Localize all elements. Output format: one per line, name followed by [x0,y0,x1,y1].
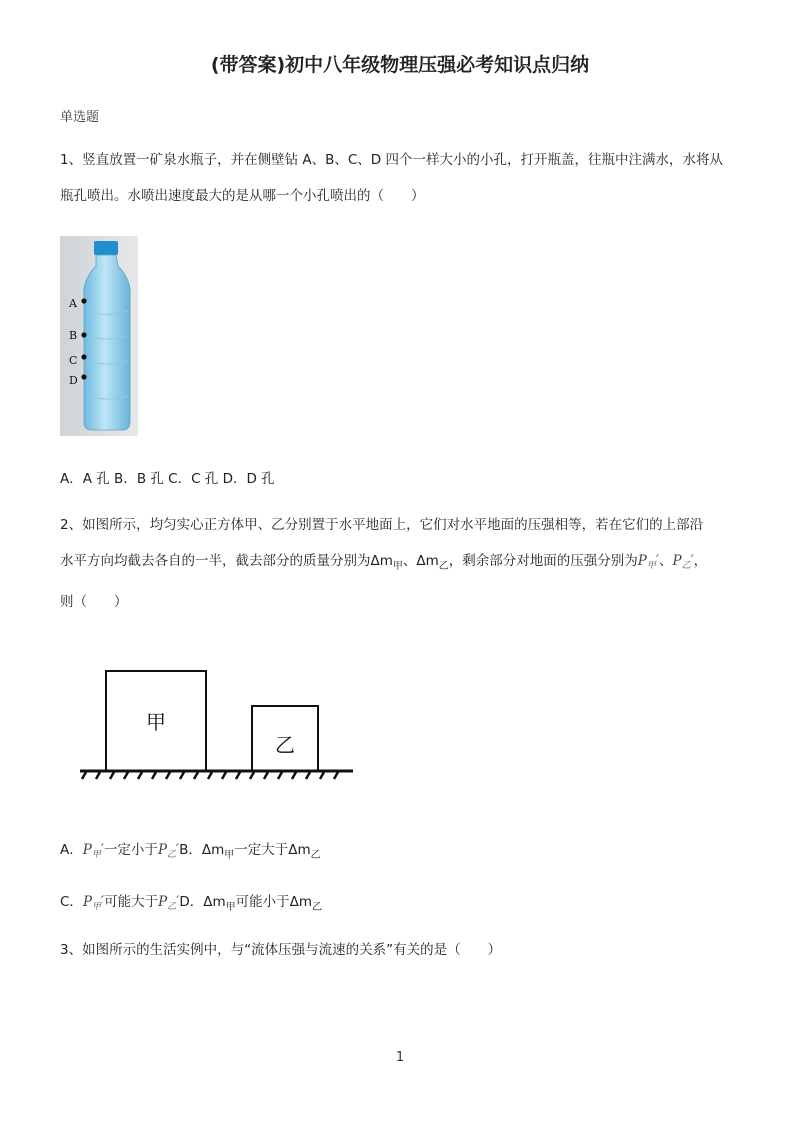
question-1-line-2: 瓶孔喷出。水喷出速度最大的是从哪一个小孔喷出的（ ） [60,188,425,204]
question-2-line-2: 水平方向均截去各自的一半，截去部分的质量分别为$\Delta m_甲$、$\Delta m_乙$，剩余部分对地面的压强分别为$P_甲'$、$P_乙'$， [60,553,708,572]
question-3-line-1: 3、如图所示的生活实例中，与“流体压强与流速的关系”有关的是（ ） [60,942,502,958]
hole-label-b: B [69,329,78,342]
ground-hatching [82,772,338,779]
cubes-figure [78,662,358,782]
delta-m-symbol: Δm [370,553,393,569]
hole-label-d: D [69,374,78,387]
page-number: 1 [395,1050,405,1065]
hole-b-dot [81,332,86,337]
hole-d-dot [81,374,86,379]
hole-c-dot [81,354,86,359]
delta-m-symbol: Δm [416,553,439,569]
hole-a-dot [81,298,86,303]
cube-yi-label: 乙 [275,733,295,757]
bottle-cap [94,241,118,255]
question-2-line-3: 则（ ） [60,594,128,610]
cube-jia-label: 甲 [146,710,166,734]
hole-label-c: C [69,354,78,367]
question-2-line-1: 2、如图所示，均匀实心正方体甲、乙分别置于水平地面上，它们对水平地面的压强相等，若在它们的上部沿 [60,517,704,533]
section-heading: 单选题 [60,110,100,125]
question-1-line-1: 1、竖直放置一矿泉水瓶子，并在侧壁钻 A、B、C、D 四个一样大小的小孔，打开瓶盖，往瓶中注满水，水将从 [60,152,723,168]
page-title: (带答案)初中八年级物理压强必考知识点归纳 [210,54,590,76]
question-2-options-ab: A．$P_甲'$一定小于$P_乙'B$．$\Delta m_甲$一定大于$\Delta m_乙$ [60,842,321,861]
question-2-options-cd: C．$P_甲'$可能大于$P_乙'D$．$\Delta m_甲$可能小于$\Delta m_乙$ [60,894,322,913]
water-bottle-figure [60,236,138,436]
question-1-options: A．A 孔 B．B 孔 C．C 孔 D．D 孔 [60,471,275,487]
bottle-body [84,255,131,430]
hole-label-a: A [69,297,77,310]
